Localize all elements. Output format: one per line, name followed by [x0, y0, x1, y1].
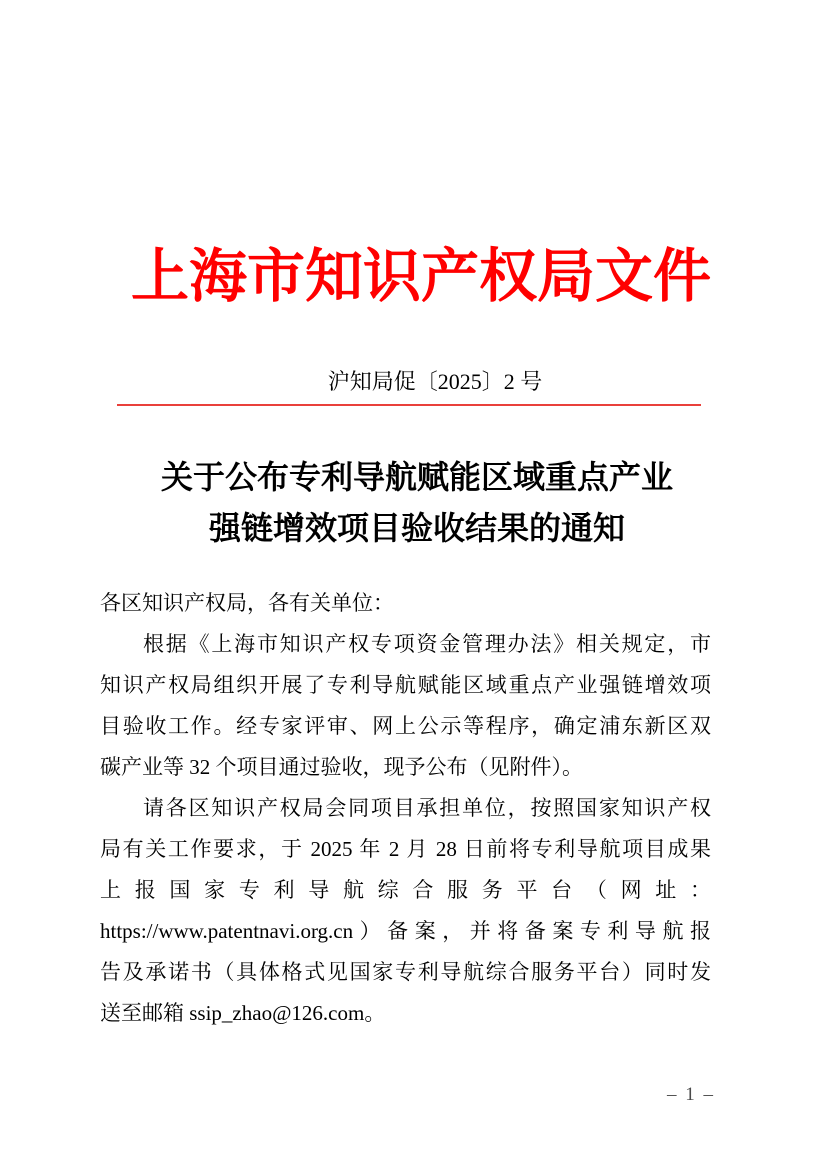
- document-title-line1: 关于公布专利导航赋能区域重点产业: [160, 459, 673, 495]
- document-body: [100, 583, 711, 1034]
- body-line-with-email: 送至邮箱 ssip_zhao@126.com。: [100, 1001, 386, 1025]
- body-line: 目验收工作。经专家评审、网上公示等程序，确定浦东新区双: [100, 714, 711, 738]
- red-divider-line: [117, 404, 701, 406]
- document-title-line2: 强链增效项目验收结果的通知: [208, 510, 625, 546]
- body-line: 局有关工作要求，于 2025 年 2 月 28 日前将专利导航项目成果: [100, 837, 711, 861]
- body-line: 根据《上海市知识产权专项资金管理办法》相关规定，市: [143, 632, 711, 656]
- body-line: 告及承诺书（具体格式见国家专利导航综合服务平台）同时发: [100, 960, 711, 984]
- body-line: 请各区知识产权局会同项目承担单位，按照国家知识产权: [143, 796, 711, 820]
- body-line: 碳产业等 32 个项目通过验收，现予公布（见附件）。: [100, 755, 583, 779]
- body-line: 知识产权局组织开展了专利导航赋能区域重点产业强链增效项: [100, 673, 711, 697]
- page-number: – 1 –: [667, 1084, 715, 1105]
- document-title: [4, 452, 826, 554]
- body-line-with-url: https://www.patentnavi.org.cn）备案，并将备案专利导航报: [100, 919, 711, 943]
- salutation-line: 各区知识产权局，各有关单位：: [100, 591, 394, 615]
- agency-header-title: 上海市知识产权局文件: [130, 244, 711, 309]
- document-reference-number: 沪知局促〔2025〕2 号: [327, 369, 543, 394]
- body-line: 上报国家专利导航综合服务平台（网址：: [100, 878, 711, 902]
